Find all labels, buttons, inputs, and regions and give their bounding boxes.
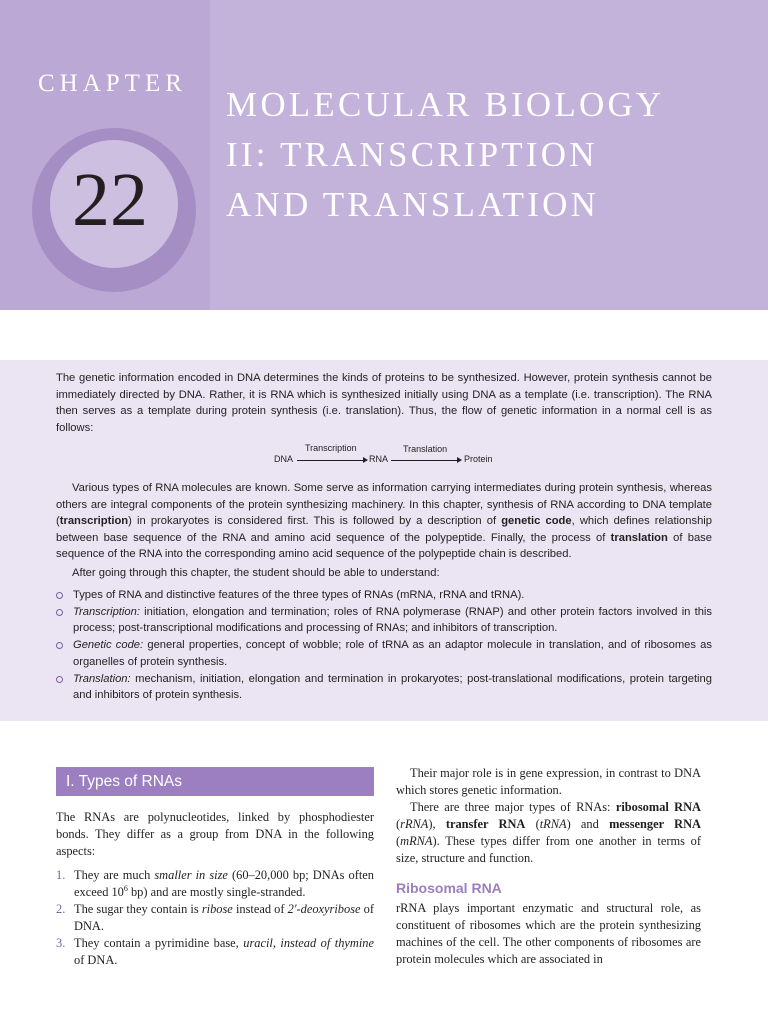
rp2-text: There are three major types of RNAs: <box>410 800 616 814</box>
item-text: The sugar they contain is <box>74 902 202 916</box>
difference-item <box>56 867 374 901</box>
rp2-text: ( <box>525 817 540 831</box>
objective-item <box>56 671 712 704</box>
section-heading: I. Types of RNAs <box>56 767 374 796</box>
right-paragraph-1: Their major role is in gene expression, in contrast to DNA which stores genetic information. <box>396 766 701 797</box>
genetic-flow-diagram <box>0 441 768 469</box>
circle-bullet-icon <box>56 609 63 616</box>
objective-text: general properties, concept of wobble; role of tRNA as an adaptor molecule in translation, and of ribosomes as organelles of protein synthesis. <box>73 639 712 668</box>
intro-paragraph-1: The genetic information encoded in DNA determines the kinds of proteins to be synthesized. However, protein synthesis cannot be immediately directed by DNA. Rather, it is RNA which is synthesized initially using DNA as a template (i.e. transcription). The RNA then serves as a template during protein synthesis (i.e. translation). Thus, the flow of genetic information in a normal cell is as follows: <box>56 372 712 434</box>
flow-rna: RNA <box>369 454 389 464</box>
rp2-text: ( <box>396 817 401 831</box>
flow-arrow-1 <box>297 460 364 461</box>
flow-translation-label: Translation <box>403 444 448 454</box>
rp2-italic: tRNA <box>539 817 567 831</box>
item-italic: uracil, instead of thymine <box>243 936 374 950</box>
intro-paragraph-2 <box>56 480 712 563</box>
p2-bold-transcription: transcription <box>59 515 129 527</box>
intro-paragraph-3: After going through this chapter, the student should be able to understand: <box>72 567 440 579</box>
rna-differences-list <box>56 867 374 969</box>
item-superscript: 6 <box>123 883 128 893</box>
p2-bold-genetic-code: genetic code <box>501 515 572 527</box>
circle-bullet-icon <box>56 642 63 649</box>
objective-lead: Transcription: <box>73 605 140 618</box>
section-paragraph-1: The RNAs are polynucleotides, linked by phosphodiester bonds. They differ as a group from DNA in the following aspects: <box>56 810 374 858</box>
rp2-bold: ribosomal RNA <box>615 800 701 814</box>
rp2-text: ), <box>428 817 446 831</box>
p2-text-e: , which defines relationship between base sequence of the RNA and amino acid sequence of the polypeptide. Finally, the process of <box>56 515 713 544</box>
chapter-title-line-2: II: TRANSCRIPTION <box>226 135 598 174</box>
flow-arrow-2 <box>391 460 458 461</box>
objective-text: mechanism, initiation, elongation and termination in prokaryotes; post-translational modifications, protein targeting and inhibitors of protein synthesis. <box>73 672 712 702</box>
item-text: of DNA. <box>74 953 118 967</box>
chapter-title <box>226 80 664 230</box>
chapter-number: 22 <box>72 158 148 242</box>
objective-item <box>56 587 712 604</box>
item-italic: smaller in size <box>154 868 228 882</box>
item-number: 3. <box>56 936 66 950</box>
objective-text: Types of RNA and distinctive features of the three types of RNAs (mRNA, rRNA and tRNA). <box>73 589 525 601</box>
flow-dna: DNA <box>274 454 294 464</box>
chapter-label: CHAPTER <box>38 70 187 97</box>
objective-lead: Translation: <box>73 672 131 685</box>
objective-item <box>56 604 712 637</box>
right-paragraph-2 <box>396 799 701 867</box>
objectives-list <box>56 587 712 704</box>
item-italic: ribose <box>201 902 233 916</box>
chapter-title-line-1: MOLECULAR BIOLOGY <box>226 85 665 124</box>
item-number: 1. <box>56 868 66 882</box>
rp2-text: ). These types differ from one another in terms of size, structure and function. <box>396 834 701 865</box>
rp2-bold: messenger RNA <box>609 817 701 831</box>
p2-bold-translation: translation <box>610 531 668 544</box>
p2-text-g: of base sequence of the RNA into the corresponding amino acid sequence of the polypeptide chain is described. <box>56 531 712 560</box>
objective-text: initiation, elongation and termination; roles of RNA polymerase (RNAP) and other protein factors involved in this process; post-transcriptional modifications and processing of RNAs; and inhibitors of transcription. <box>73 605 712 635</box>
item-text: They contain a pyrimidine base, <box>74 936 244 950</box>
objective-lead: Genetic code: <box>73 639 144 652</box>
item-number: 2. <box>56 902 66 916</box>
rp2-bold: transfer RNA <box>445 817 526 831</box>
rp2-text: ( <box>396 834 401 848</box>
item-text: of DNA. <box>74 902 374 933</box>
item-text: (60–20,000 bp; DNAs often exceed 10 <box>74 868 374 899</box>
circle-bullet-icon <box>56 592 63 599</box>
item-text: bp) and are mostly single-stranded. <box>127 885 306 899</box>
objective-item <box>56 637 712 670</box>
rp2-italic: rRNA <box>400 817 429 831</box>
difference-item <box>56 901 374 935</box>
rp2-text: ) and <box>566 817 610 831</box>
chapter-title-line-3: AND TRANSLATION <box>226 185 600 224</box>
p2-text-c: ) in prokaryotes is considered first. This is followed by a description of <box>128 515 502 527</box>
ribosomal-rna-subheading: Ribosomal RNA <box>396 880 502 896</box>
item-italic: 2′-deoxyribose <box>287 902 361 916</box>
circle-bullet-icon <box>56 676 63 683</box>
difference-item <box>56 935 374 969</box>
p2-text-a: Various types of RNA molecules are known. Some serve as information carrying intermediates during protein synthesis, whereas others are integral components of the protein synthesizing machinery. In this chapter, synthesis of RNA according to DNA template ( <box>56 482 712 527</box>
flow-transcription-label: Transcription <box>305 443 357 453</box>
item-text: instead of <box>232 902 288 916</box>
flow-protein: Protein <box>464 454 493 464</box>
item-text: They are much <box>74 868 155 882</box>
rp2-italic: mRNA <box>400 834 433 848</box>
right-paragraph-3: rRNA plays important enzymatic and structural role, as constituent of ribosomes which are the protein synthesizing machines of the cell. The other components of ribosomes are protein molecules which are associated in <box>396 901 701 966</box>
header-left-panel <box>0 0 210 310</box>
